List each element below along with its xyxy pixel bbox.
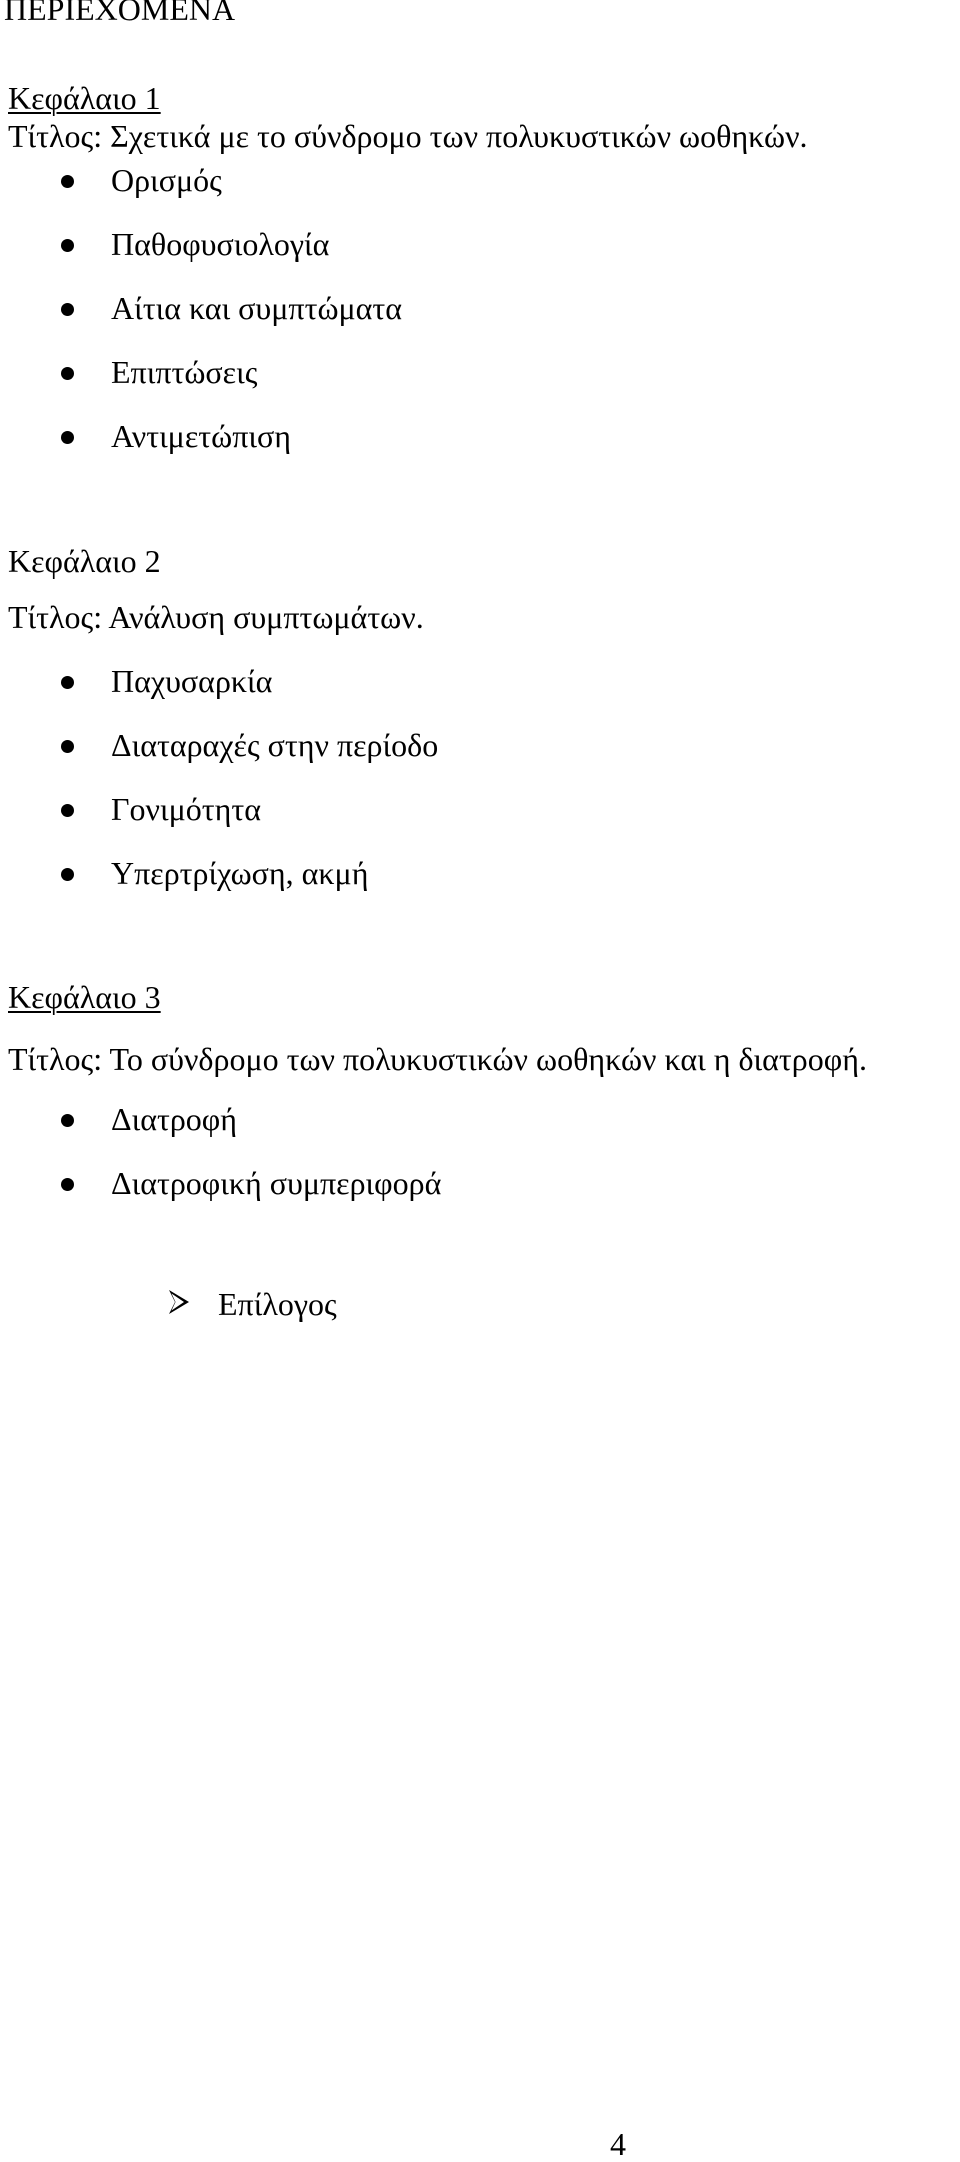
page-heading: ΠΕΡΙΕΧΟΜΕΝΑ: [4, 0, 236, 27]
chapter-1-label: Κεφάλαιο 1: [8, 80, 161, 116]
bullet-icon: [61, 303, 74, 316]
arrow-bullet-icon: [167, 1288, 191, 1316]
chapter-3-title: Τίτλος: Το σύνδρομο των πολυκυστικών ωοθηκών και η διατροφή.: [8, 1041, 867, 1077]
bullet-icon: [61, 1114, 74, 1127]
bullet-icon: [61, 175, 74, 188]
list-item-label: Υπερτρίχωση, ακμή: [111, 855, 369, 891]
chapter-1-title: Τίτλος: Σχετικά με το σύνδρομο των πολυκυστικών ωοθηκών.: [8, 118, 808, 154]
chapter-3-label: Κεφάλαιο 3: [8, 979, 161, 1015]
list-item-label: Παθοφυσιολογία: [111, 226, 330, 262]
list-item-label: Επιπτώσεις: [111, 354, 258, 390]
list-item-label: Διαταραχές στην περίοδο: [111, 727, 439, 763]
bullet-icon: [61, 804, 74, 817]
bullet-icon: [61, 431, 74, 444]
list-item-label: Γονιμότητα: [111, 791, 261, 827]
list-item-label: Ορισμός: [111, 162, 222, 198]
bullet-icon: [61, 367, 74, 380]
chapter-2-title: Τίτλος: Ανάλυση συμπτωμάτων.: [8, 599, 424, 635]
bullet-icon: [61, 239, 74, 252]
list-item-label: Διατροφή: [111, 1101, 237, 1137]
bullet-icon: [61, 740, 74, 753]
epilogue-label: Επίλογος: [218, 1286, 337, 1322]
bullet-icon: [61, 868, 74, 881]
list-item-label: Διατροφική συμπεριφορά: [111, 1165, 442, 1201]
page-number: 4: [610, 2126, 626, 2162]
bullet-icon: [61, 1178, 74, 1191]
list-item-label: Αίτια και συμπτώματα: [111, 290, 403, 326]
chapter-2-label: Κεφάλαιο 2: [8, 543, 161, 579]
list-item-label: Παχυσαρκία: [111, 663, 273, 699]
bullet-icon: [61, 676, 74, 689]
list-item-label: Αντιμετώπιση: [111, 418, 291, 454]
